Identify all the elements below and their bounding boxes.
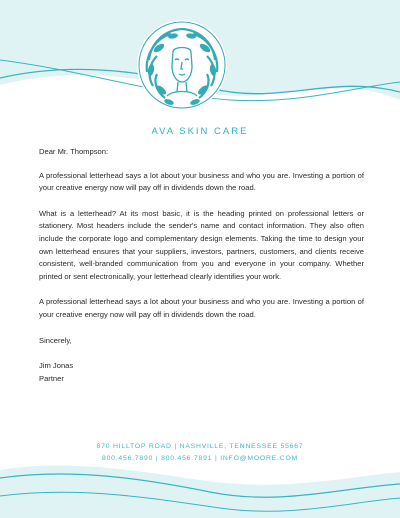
footer-address: 870 HILLTOP ROAD | NASHVILLE, TENNESSEE 55667 xyxy=(96,443,304,450)
greeting: Dear Mr. Thompson: xyxy=(39,147,109,156)
footer-wave-decoration xyxy=(0,448,400,518)
paragraph-1: A professional letterhead says a lot about your business and who you are. Investing a portion of your creative energy now will pay off in dividends down the road. xyxy=(39,170,364,193)
closing: Sincerely, xyxy=(39,335,72,345)
signature-title: Partner xyxy=(39,373,64,383)
paragraph-3: A professional letterhead says a lot about your business and who you are. Investing a portion of your creative energy now will pay off in dividends down the road. xyxy=(39,297,364,319)
footer-phones-email: 800.456.7890 | 800.456.7891 | INFO@MOORE.COM xyxy=(102,455,298,462)
signature-name: Jim Jonas xyxy=(39,361,74,371)
paragraph-2: What is a letterhead? At its most basic, it is the heading printed on professional letters or stationery. Most headers include the sender's name and contact information. They also often include the corporate logo and complementary design elements. Taking the time to design your own letterhead ensures that your suppliers, investors, partners, customers, and clients receive consistent, well-branded communication from you and everyone in your company. Whether printed or sent electronically, your letterhead clearly identifies your work. xyxy=(39,208,364,281)
brand-name: AVA SKIN CARE xyxy=(151,126,249,137)
logo-icon xyxy=(137,20,227,110)
letter-body xyxy=(39,146,364,385)
